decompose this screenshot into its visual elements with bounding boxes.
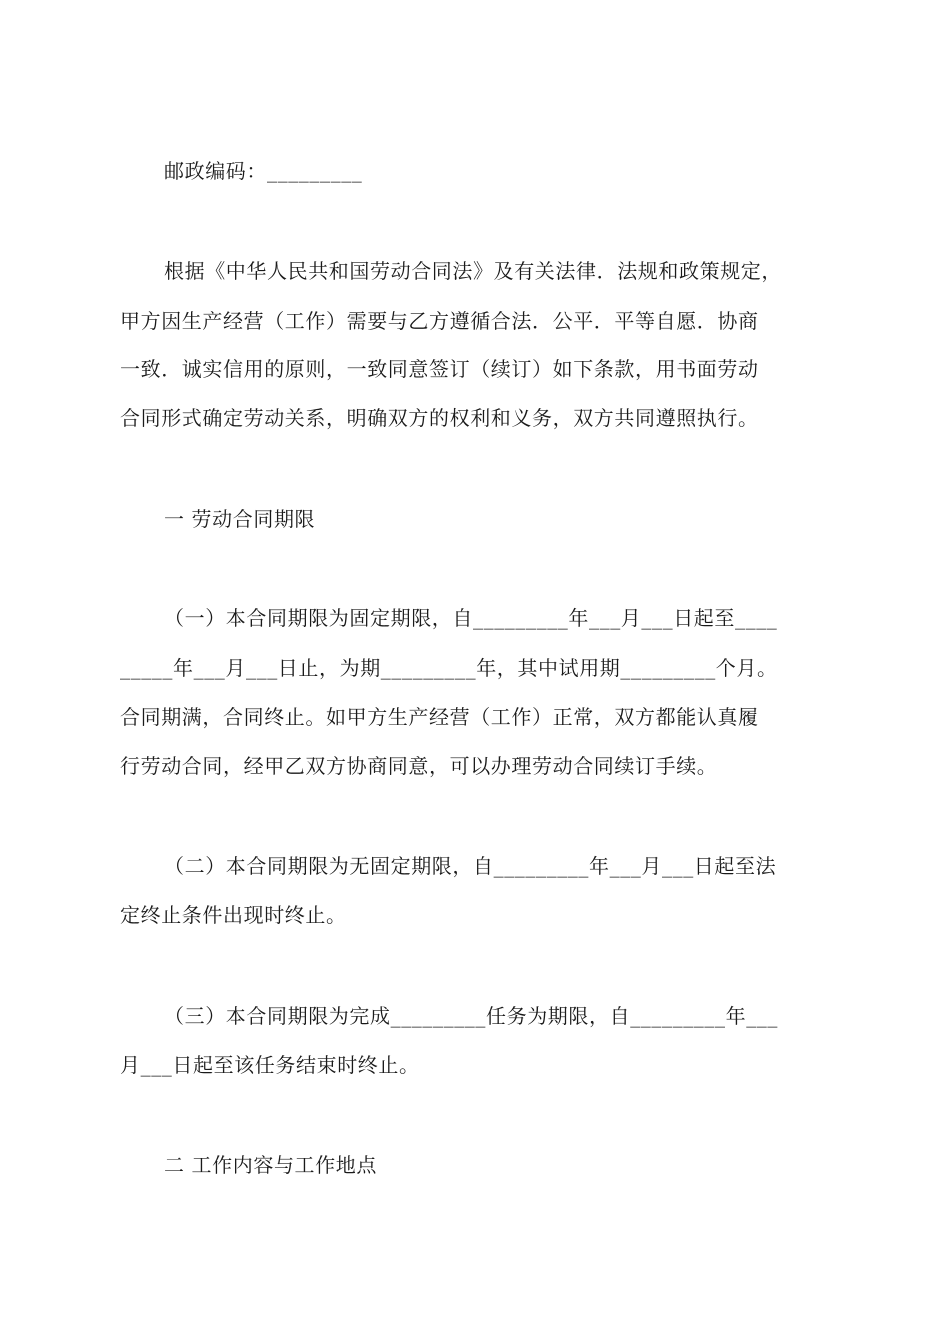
clause-1-2-line-1: （二）本合同期限为无固定期限，自_________年___月___日起至法	[164, 854, 777, 878]
clause-1-2-line-2: 定终止条件出现时终止。	[120, 903, 347, 927]
intro-line-1: 根据《中华人民共和国劳动合同法》及有关法律．法规和政策规定，	[164, 259, 782, 283]
clause-1-1-line-2: _____年___月___日止，为期_________年，其中试用期_________个月。	[120, 656, 778, 680]
clause-1-1-line-3: 合同期满，合同终止。如甲方生产经营（工作）正常，双方都能认真履	[120, 705, 759, 729]
section-1-heading: 一 劳动合同期限	[164, 507, 316, 531]
clause-1-1-line-4: 行劳动合同，经甲乙双方协商同意，可以办理劳动合同续订手续。	[120, 754, 718, 778]
intro-line-2: 甲方因生产经营（工作）需要与乙方遵循合法．公平．平等自愿．协商	[120, 309, 759, 333]
intro-line-3: 一致．诚实信用的原则，一致同意签订（续订）如下条款，用书面劳动	[120, 357, 759, 381]
clause-1-3-line-1: （三）本合同期限为完成_________任务为期限，自_________年___	[164, 1004, 778, 1028]
clause-1-3-line-2: 月___日起至该任务结束时终止。	[120, 1053, 420, 1077]
section-2-heading: 二 工作内容与工作地点	[164, 1153, 377, 1177]
intro-line-4: 合同形式确定劳动关系，明确双方的权利和义务，双方共同遵照执行。	[120, 406, 759, 430]
clause-1-1-line-1: （一）本合同期限为固定期限，自_________年___月___日起至____	[164, 606, 778, 630]
postal-code-line: 邮政编码：_________	[164, 159, 363, 183]
